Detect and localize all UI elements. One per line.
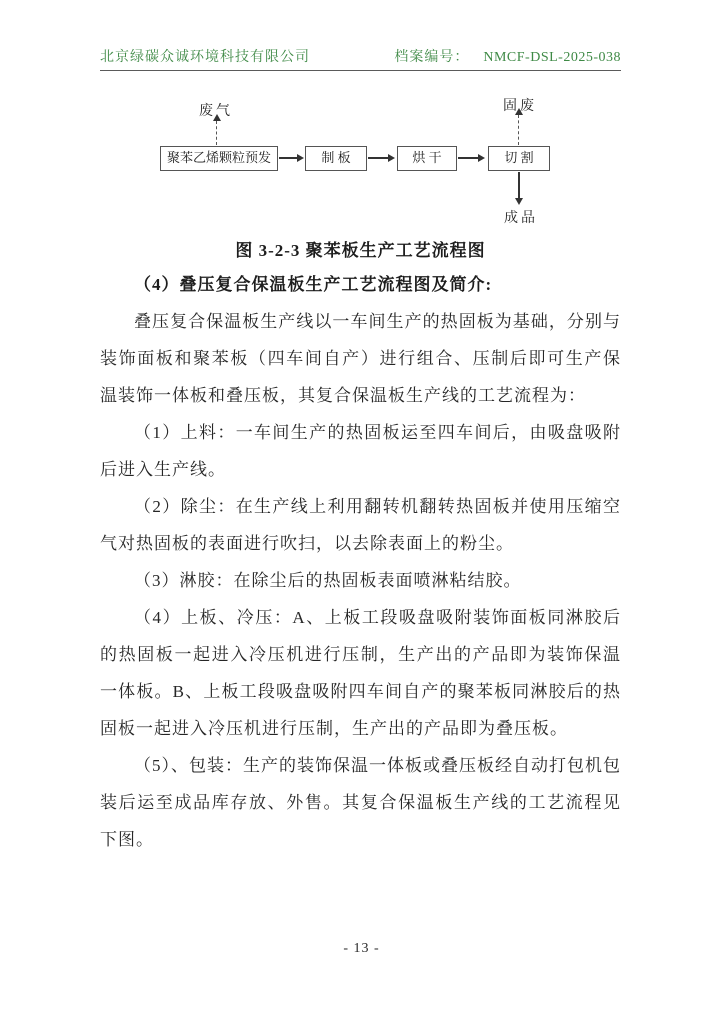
page-header xyxy=(100,46,621,66)
product-label: 成品 xyxy=(504,211,538,226)
section-heading: （4）叠压复合保温板生产工艺流程图及简介: xyxy=(134,275,493,294)
paragraph-step-3: （3）淋胶：在除尘后的热固板表面喷淋粘结胶。 xyxy=(134,571,522,590)
flow-step-drying: 烘 干 xyxy=(397,146,457,171)
arrow-down-icon xyxy=(515,198,523,205)
flow-step-cutting: 切 割 xyxy=(488,146,550,171)
company-name: 北京绿碳众诚环境科技有限公司 xyxy=(100,50,310,65)
dashed-connector xyxy=(518,115,519,145)
flow-connector xyxy=(368,157,388,159)
arrow-right-icon xyxy=(478,154,485,162)
header-divider xyxy=(100,70,621,71)
arrow-up-icon xyxy=(213,114,221,121)
paragraph-intro: 叠压复合保温板生产线以一车间生产的热固板为基础，分别与装饰面板和聚苯板（四车间自产）进行组合、压制后即可生产保温装饰一体板和叠压板，其复合保温板生产线的工艺流程为： xyxy=(100,312,621,405)
page-content xyxy=(100,236,621,858)
archive-number-group xyxy=(394,46,621,66)
archive-label: 档案编号： xyxy=(394,50,470,65)
waste-gas-label: 废气 xyxy=(199,104,233,119)
flow-connector xyxy=(458,157,478,159)
body-text xyxy=(100,266,621,858)
arrow-right-icon xyxy=(297,154,304,162)
dashed-connector xyxy=(216,121,217,145)
paragraph-step-2: （2）除尘：在生产线上利用翻转机翻转热固板并使用压缩空气对热固板的表面进行吹扫，以去除表面上的粉尘。 xyxy=(100,497,621,553)
archive-number: NMCF-DSL-2025-038 xyxy=(483,50,621,65)
paragraph-step-5: （5）、包装：生产的装饰保温一体板或叠压板经自动打包机包装后运至成品库存放、外售。其复合保温板生产线的工艺流程见下图。 xyxy=(100,756,621,849)
flow-step-board-making: 制 板 xyxy=(305,146,367,171)
paragraph-step-1: （1）上料：一车间生产的热固板运至四车间后，由吸盘吸附后进入生产线。 xyxy=(100,423,621,479)
process-flowchart xyxy=(0,95,723,235)
arrow-up-icon xyxy=(515,108,523,115)
flow-step-pre-expansion: 聚苯乙烯颗粒预发 xyxy=(160,146,278,171)
solid-waste-label: 固废 xyxy=(503,99,537,114)
flow-connector xyxy=(518,172,520,199)
arrow-right-icon xyxy=(388,154,395,162)
page-number: - 13 - xyxy=(343,941,380,956)
paragraph-step-4: （4）上板、冷压：A、上板工段吸盘吸附装饰面板同淋胶后的热固板一起进入冷压机进行压制，生产出的产品即为装饰保温一体板。B、上板工段吸盘吸附四车间自产的聚苯板同淋胶后的热固板一起进入冷压机进行压制，生产出的产品即为叠压板。 xyxy=(100,608,621,738)
flow-connector xyxy=(279,157,297,159)
figure-caption: 图 3-2-3 聚苯板生产工艺流程图 xyxy=(235,241,486,260)
